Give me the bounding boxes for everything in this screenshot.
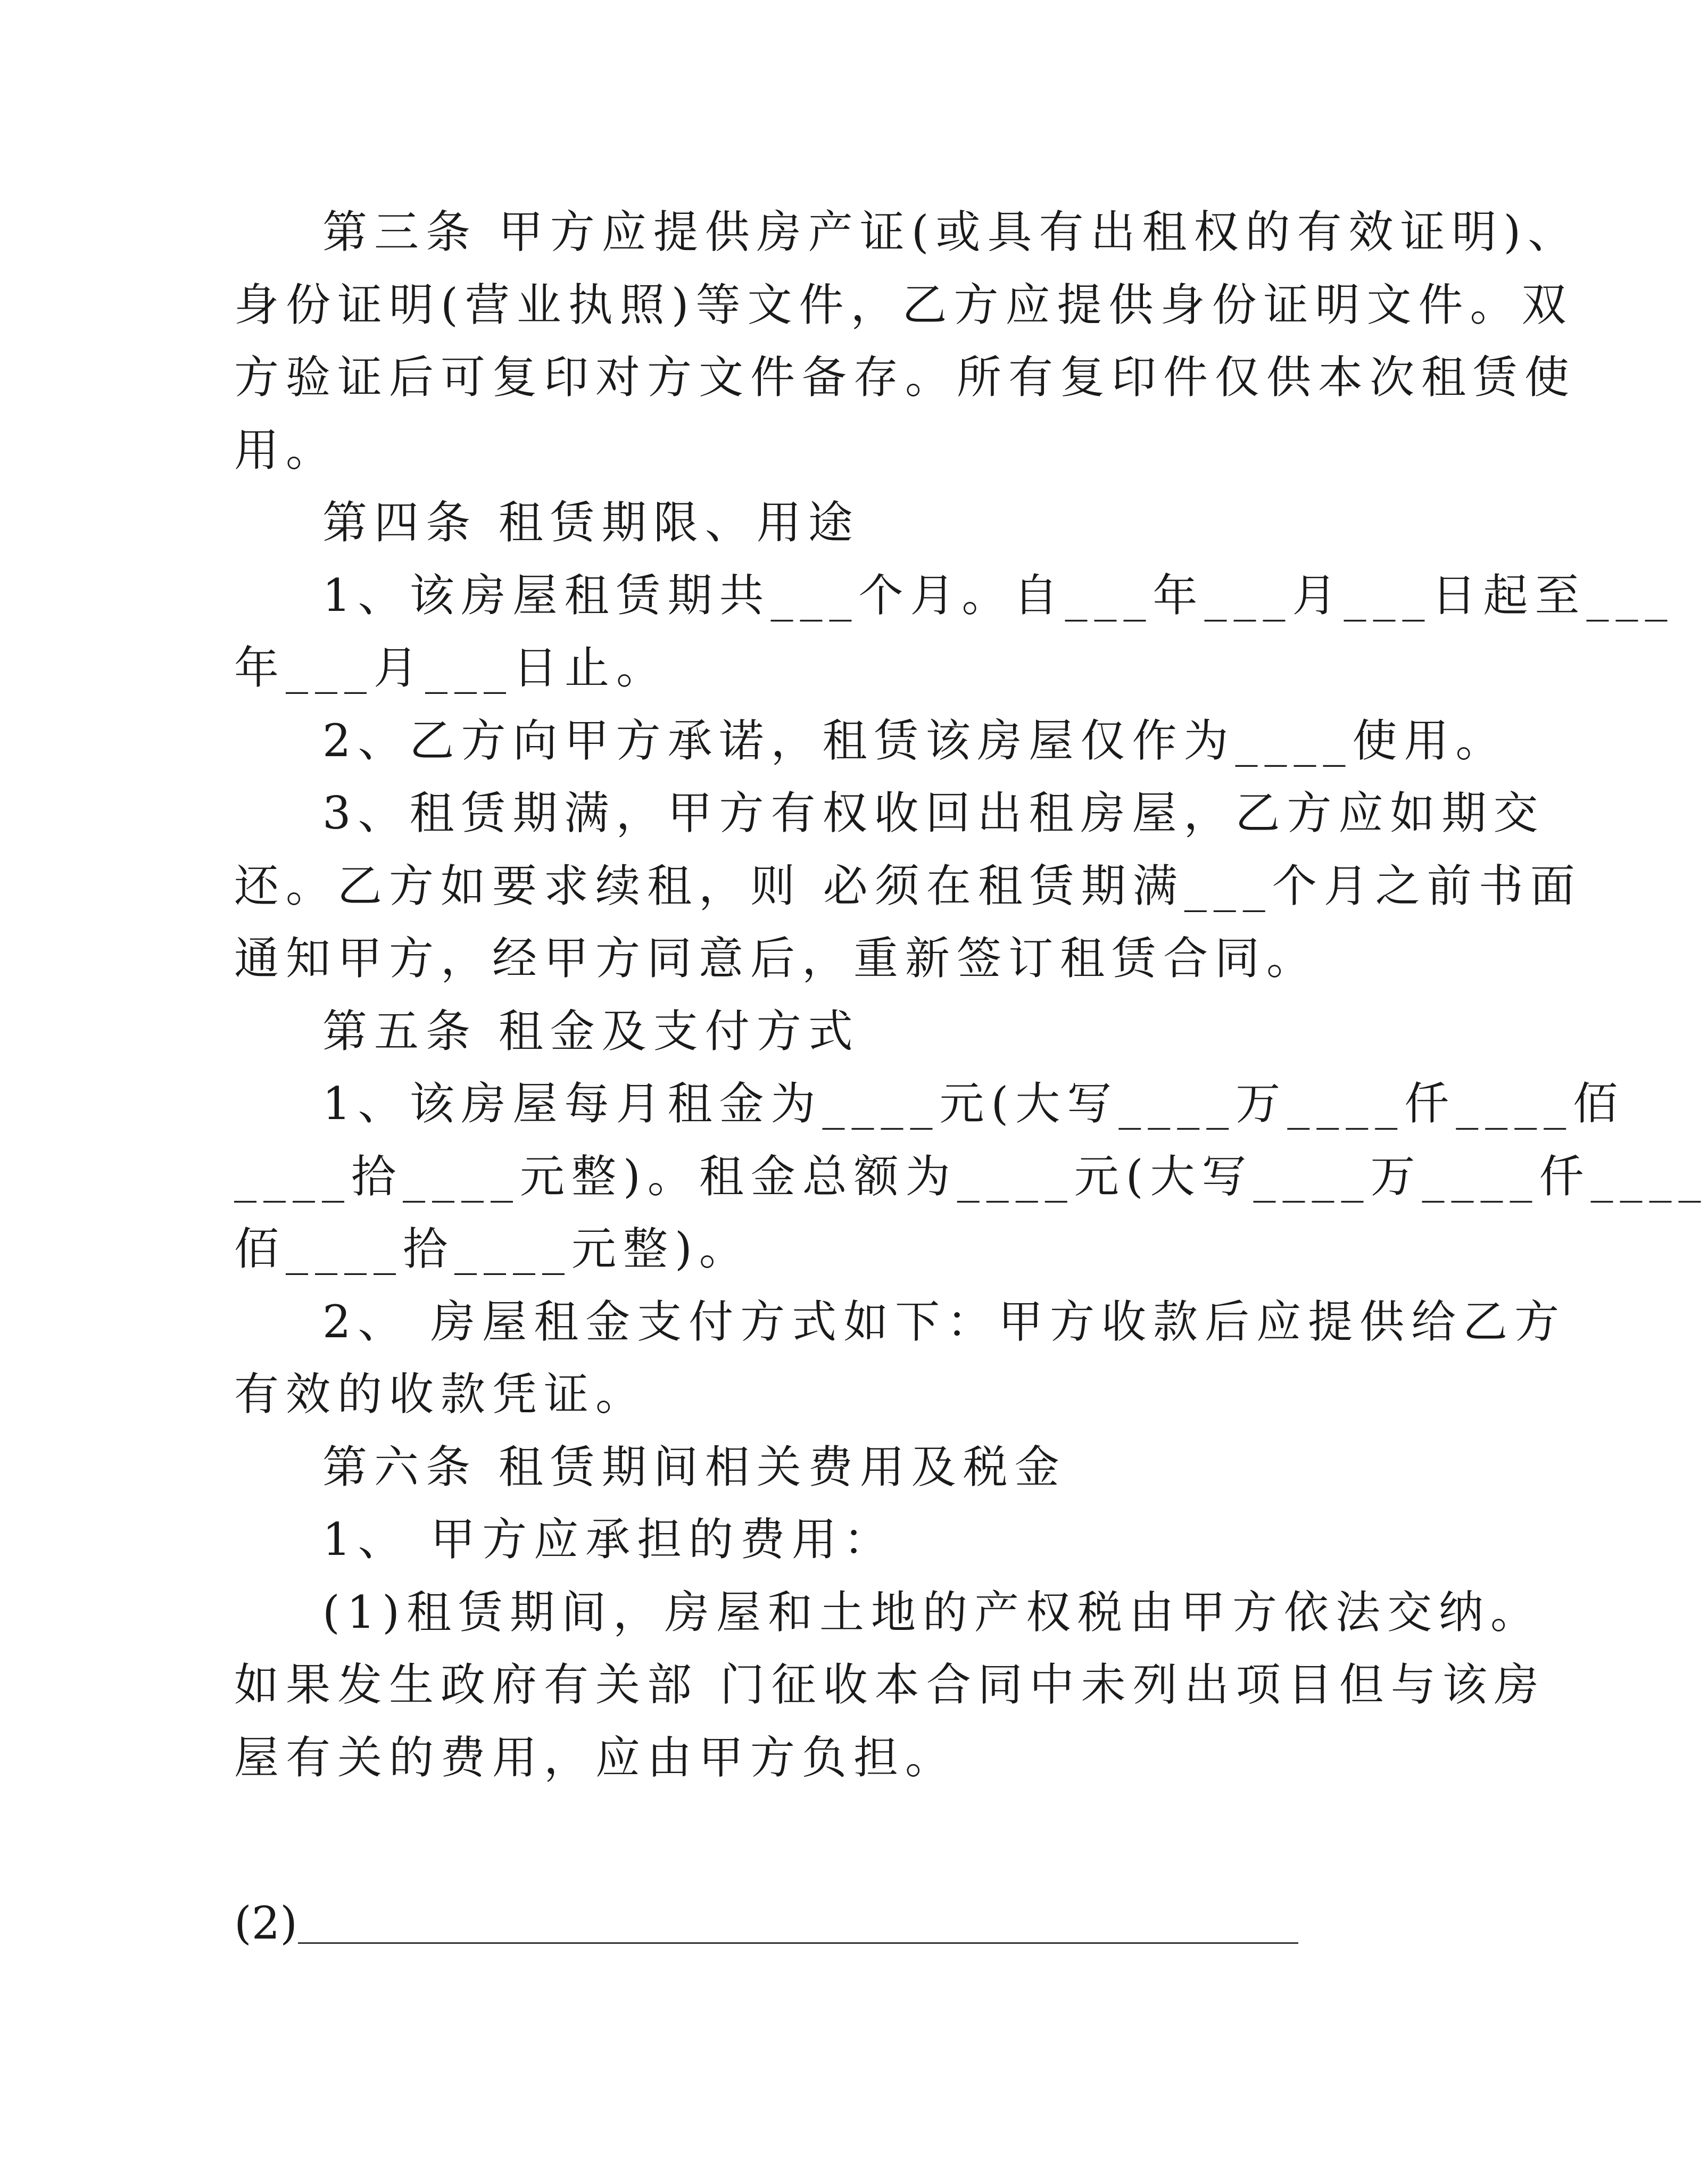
article-3-line-3: 方验证后可复印对方文件备存。所有复印件仅供本次租赁使 xyxy=(234,351,1577,403)
article-4-item-1-line-2: 年___月___日止。 xyxy=(234,642,668,694)
article-5-item-1-line-3: 佰____拾____元整)。 xyxy=(234,1223,751,1275)
article-5-heading: 第五条 租金及支付方式 xyxy=(322,1005,860,1057)
article-3-line-1: 第三条 甲方应提供房产证(或具有出租权的有效证明)、 xyxy=(322,206,1580,258)
article-4-item-1-line-1: 1、该房屋租赁期共___个月。自___年___月___日起至___ xyxy=(322,569,1674,622)
article-6-item-1-sub-2-label: (2) xyxy=(234,1897,297,1949)
article-6-item-1-sub-2-blank xyxy=(298,1942,1298,1944)
article-4-item-3-line-1: 3、租赁期满，甲方有权收回出租房屋，乙方应如期交 xyxy=(322,787,1545,839)
article-3-line-4: 用。 xyxy=(234,424,338,476)
article-6-item-1-sub-1-line-3: 屋有关的费用，应由甲方负担。 xyxy=(234,1732,957,1784)
article-5-item-2-line-1: 2、 房屋租金支付方式如下：甲方收款后应提供给乙方 xyxy=(322,1296,1566,1348)
article-4-item-3-line-3: 通知甲方，经甲方同意后，重新签订租赁合同。 xyxy=(234,932,1319,984)
article-5-item-1-line-1: 1、该房屋每月租金为____元(大写____万____仟____佰 xyxy=(322,1078,1625,1130)
article-3-line-2: 身份证明(营业执照)等文件，乙方应提供身份证明文件。双 xyxy=(234,279,1573,331)
article-6-item-1: 1、 甲方应承担的费用： xyxy=(322,1513,896,1566)
article-4-item-2: 2、乙方向甲方承诺，租赁该房屋仅作为____使用。 xyxy=(322,715,1507,767)
article-4-item-3-line-2: 还。乙方如要求续租，则 必须在租赁期满___个月之前书面 xyxy=(234,860,1582,912)
article-6-heading: 第六条 租赁期间相关费用及税金 xyxy=(322,1441,1066,1493)
article-4-heading: 第四条 租赁期限、用途 xyxy=(322,496,860,549)
article-5-item-1-line-2: ____拾____元整)。租金总额为____元(大写____万____仟____ xyxy=(234,1150,1708,1203)
article-6-item-1-sub-1-line-2: 如果发生政府有关部 门征收本合同中未列出项目但与该房 xyxy=(234,1659,1546,1711)
article-5-item-2-line-2: 有效的收款凭证。 xyxy=(234,1368,648,1420)
article-6-item-1-sub-1-line-1: (1)租赁期间，房屋和土地的产权税由甲方依法交纳。 xyxy=(322,1586,1542,1638)
